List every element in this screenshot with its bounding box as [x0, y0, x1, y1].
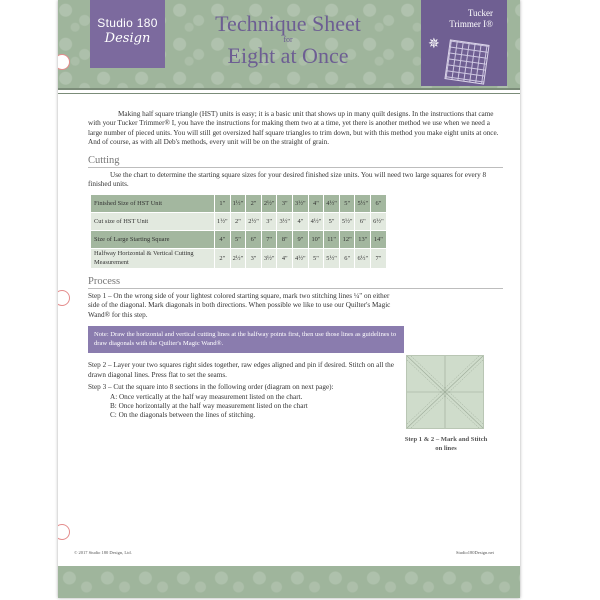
title-line1: Technique Sheet: [215, 11, 361, 36]
step-3: Step 3 – Cut the square into 8 sections in the following order (diagram on next page):: [88, 383, 334, 392]
title-for: for: [283, 35, 293, 44]
table-cell: 3": [277, 194, 293, 212]
table-cell: 1½": [230, 194, 246, 212]
banner-line2: Trimmer I®: [449, 19, 493, 29]
intro-paragraph: Making half square triangle (HST) units is easy; it is a basic unit that shows up in many quilt designs. In the instructions that came with your Tucker Trimmer® I, you have the instructions for making them two at a time, yet there is another method we use when we need a large number of pieced units. You will still get oversized half square triangles to trim down, but with this method you make eight units at once. And of course, as with all Deb's methods, every unit will be on the straight of grain.: [88, 110, 499, 147]
cutting-text: Use the chart to determine the starting square sizes for your desired finished size units. You will need two large squares for every 8 finished units.: [88, 171, 487, 189]
step-3b: B: Once horizontally at the half way measurement listed on the chart: [110, 401, 308, 410]
table-cell: 6": [246, 230, 262, 248]
page-title: [178, 12, 398, 68]
row-header: Finished Size of HST Unit: [91, 194, 215, 212]
table-cell: 4½": [324, 194, 340, 212]
step-3a: A: Once vertically at the half way measurement listed on the chart.: [110, 392, 303, 401]
banner-text: [429, 8, 493, 30]
table-cell: 2": [215, 248, 231, 268]
table-cell: 4": [293, 212, 309, 230]
step-1: Step 1 – On the wrong side of your lightest colored starting square, mark two stitching lines ¼" on either side of the diagonal. Mark diagonals in both directions. When possible we like to use our Quilter's Magic Wand® for this step.: [88, 292, 391, 319]
technique-sheet: [58, 0, 520, 598]
table-cell: 3½": [261, 248, 277, 268]
marked-square-diagram: [406, 355, 484, 429]
table-cell: 6": [339, 248, 355, 268]
header-divider-thin: [58, 93, 520, 94]
binder-hole-icon: [58, 524, 70, 540]
step-3c: C: On the diagonals between the lines of stitching.: [110, 411, 256, 420]
table-cell: 12": [339, 230, 355, 248]
table-cell: 2½": [230, 248, 246, 268]
table-cell: 14": [371, 230, 387, 248]
table-cell: 6": [371, 194, 387, 212]
table-row: [91, 230, 387, 248]
table-cell: 4": [277, 248, 293, 268]
table-cell: 6½": [355, 248, 371, 268]
table-row: [91, 194, 387, 212]
table-cell: 8": [277, 230, 293, 248]
table-cell: 5": [308, 248, 324, 268]
table-cell: 13": [355, 230, 371, 248]
table-cell: 3½": [277, 212, 293, 230]
table-cell: 5½": [324, 248, 340, 268]
process-heading: Process: [88, 275, 121, 287]
table-cell: 4½": [308, 212, 324, 230]
logo-line1: Studio 180: [97, 16, 158, 30]
table-cell: 2": [246, 194, 262, 212]
table-cell: 3": [246, 248, 262, 268]
trimmer-ruler-icon: [444, 39, 489, 84]
logo-line2: Design: [104, 31, 151, 46]
binder-hole-icon: [58, 290, 70, 306]
diagram-caption: Step 1 & 2 – Mark and Stitch on lines: [404, 436, 488, 452]
title-line2: Eight at Once: [227, 43, 349, 68]
table-cell: 7": [371, 248, 387, 268]
table-cell: 2½": [246, 212, 262, 230]
table-cell: 4½": [293, 248, 309, 268]
table-cell: 11": [324, 230, 340, 248]
section-rule: [88, 167, 503, 168]
table-cell: 10": [308, 230, 324, 248]
copyright: © 2017 Studio 180 Design, Ltd.: [74, 550, 132, 555]
main-content: [88, 110, 503, 452]
table-cell: 2½": [261, 194, 277, 212]
note-box: Note: Draw the horizontal and vertical cutting lines at the halfway points first, then use those lines as guidelines to draw diagonals with the Quilter's Magic Wand®.: [88, 326, 404, 353]
studio-180-logo: [90, 0, 165, 68]
diagram-lines: [407, 356, 483, 428]
table-cell: 5": [324, 212, 340, 230]
step-2: Step 2 – Layer your two squares right sides together, raw edges aligned and pin if desired. Stitch on all the drawn diagonal lines. Press flat to set the seams.: [88, 361, 394, 379]
banner-line1: Tucker: [467, 8, 493, 18]
row-header: Cut size of HST Unit: [91, 212, 215, 230]
row-header: Halfway Horizontal & Vertical Cutting Measurement: [91, 248, 215, 268]
cutting-heading: Cutting: [88, 154, 120, 166]
table-cell: 1½": [215, 212, 231, 230]
tool-banner: [421, 0, 507, 86]
table-cell: 5": [230, 230, 246, 248]
table-cell: 3½": [293, 194, 309, 212]
table-cell: 1": [215, 194, 231, 212]
table-cell: 5½": [339, 212, 355, 230]
table-cell: 6½": [371, 212, 387, 230]
table-cell: 7": [261, 230, 277, 248]
table-cell: 4": [308, 194, 324, 212]
cutting-chart: [90, 194, 387, 269]
star-icon: ✵: [428, 37, 440, 52]
table-cell: 4": [215, 230, 231, 248]
row-header: Size of Large Starting Square: [91, 230, 215, 248]
table-cell: 5": [339, 194, 355, 212]
website-link[interactable]: Studio180Design.net: [456, 550, 494, 555]
header-divider: [58, 88, 520, 90]
table-cell: 3": [261, 212, 277, 230]
table-cell: 6": [355, 212, 371, 230]
table-cell: 5½": [355, 194, 371, 212]
table-cell: 2": [230, 212, 246, 230]
section-rule: [88, 288, 503, 289]
footer-band: [58, 566, 520, 598]
table-row: [91, 212, 387, 230]
table-row: [91, 248, 387, 268]
table-cell: 9": [293, 230, 309, 248]
